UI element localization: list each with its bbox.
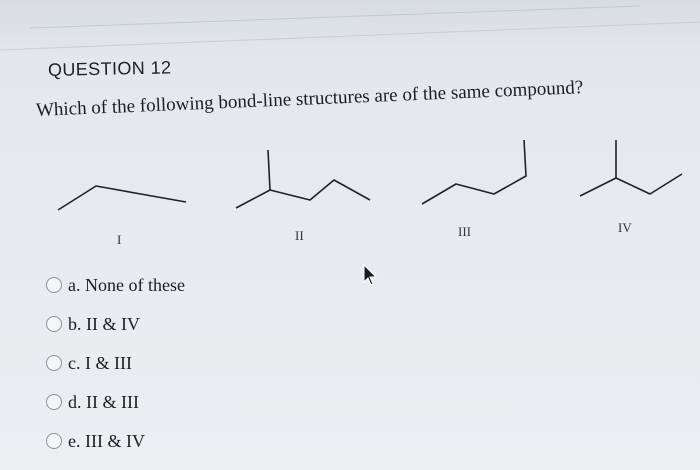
question-number: QUESTION 12: [47, 57, 172, 80]
question-text: Which of the following bond-line structures are of the same compound?: [35, 77, 584, 121]
answer-options: [46, 272, 185, 467]
structure-label-i: I: [117, 232, 122, 247]
option-e[interactable]: [46, 428, 185, 454]
option-label: b. II & IV: [68, 313, 140, 334]
radio-button-icon[interactable]: [46, 355, 62, 371]
option-c[interactable]: [46, 350, 185, 376]
structure-label-ii: II: [295, 228, 304, 243]
option-b[interactable]: [46, 311, 185, 337]
linear-pentane-skeleton-icon: [422, 140, 526, 204]
structure-label-iii: III: [458, 224, 471, 239]
branched-butane-skeleton-icon: [580, 140, 682, 196]
mouse-pointer-icon: [362, 264, 378, 288]
option-label: c. I & III: [68, 352, 132, 373]
radio-button-icon[interactable]: [46, 277, 62, 293]
linear-butane-skeleton-icon: [58, 186, 186, 210]
option-a[interactable]: [46, 272, 185, 298]
option-label: e. III & IV: [68, 430, 145, 451]
option-label: a. None of these: [68, 274, 185, 295]
radio-button-icon[interactable]: [46, 433, 62, 449]
radio-button-icon[interactable]: [46, 394, 62, 410]
structure-label-iv: IV: [618, 220, 632, 235]
radio-button-icon[interactable]: [46, 316, 62, 332]
option-d[interactable]: [46, 389, 185, 415]
option-label: d. II & III: [68, 391, 139, 412]
branched-pentane-skeleton-icon: [236, 150, 370, 208]
